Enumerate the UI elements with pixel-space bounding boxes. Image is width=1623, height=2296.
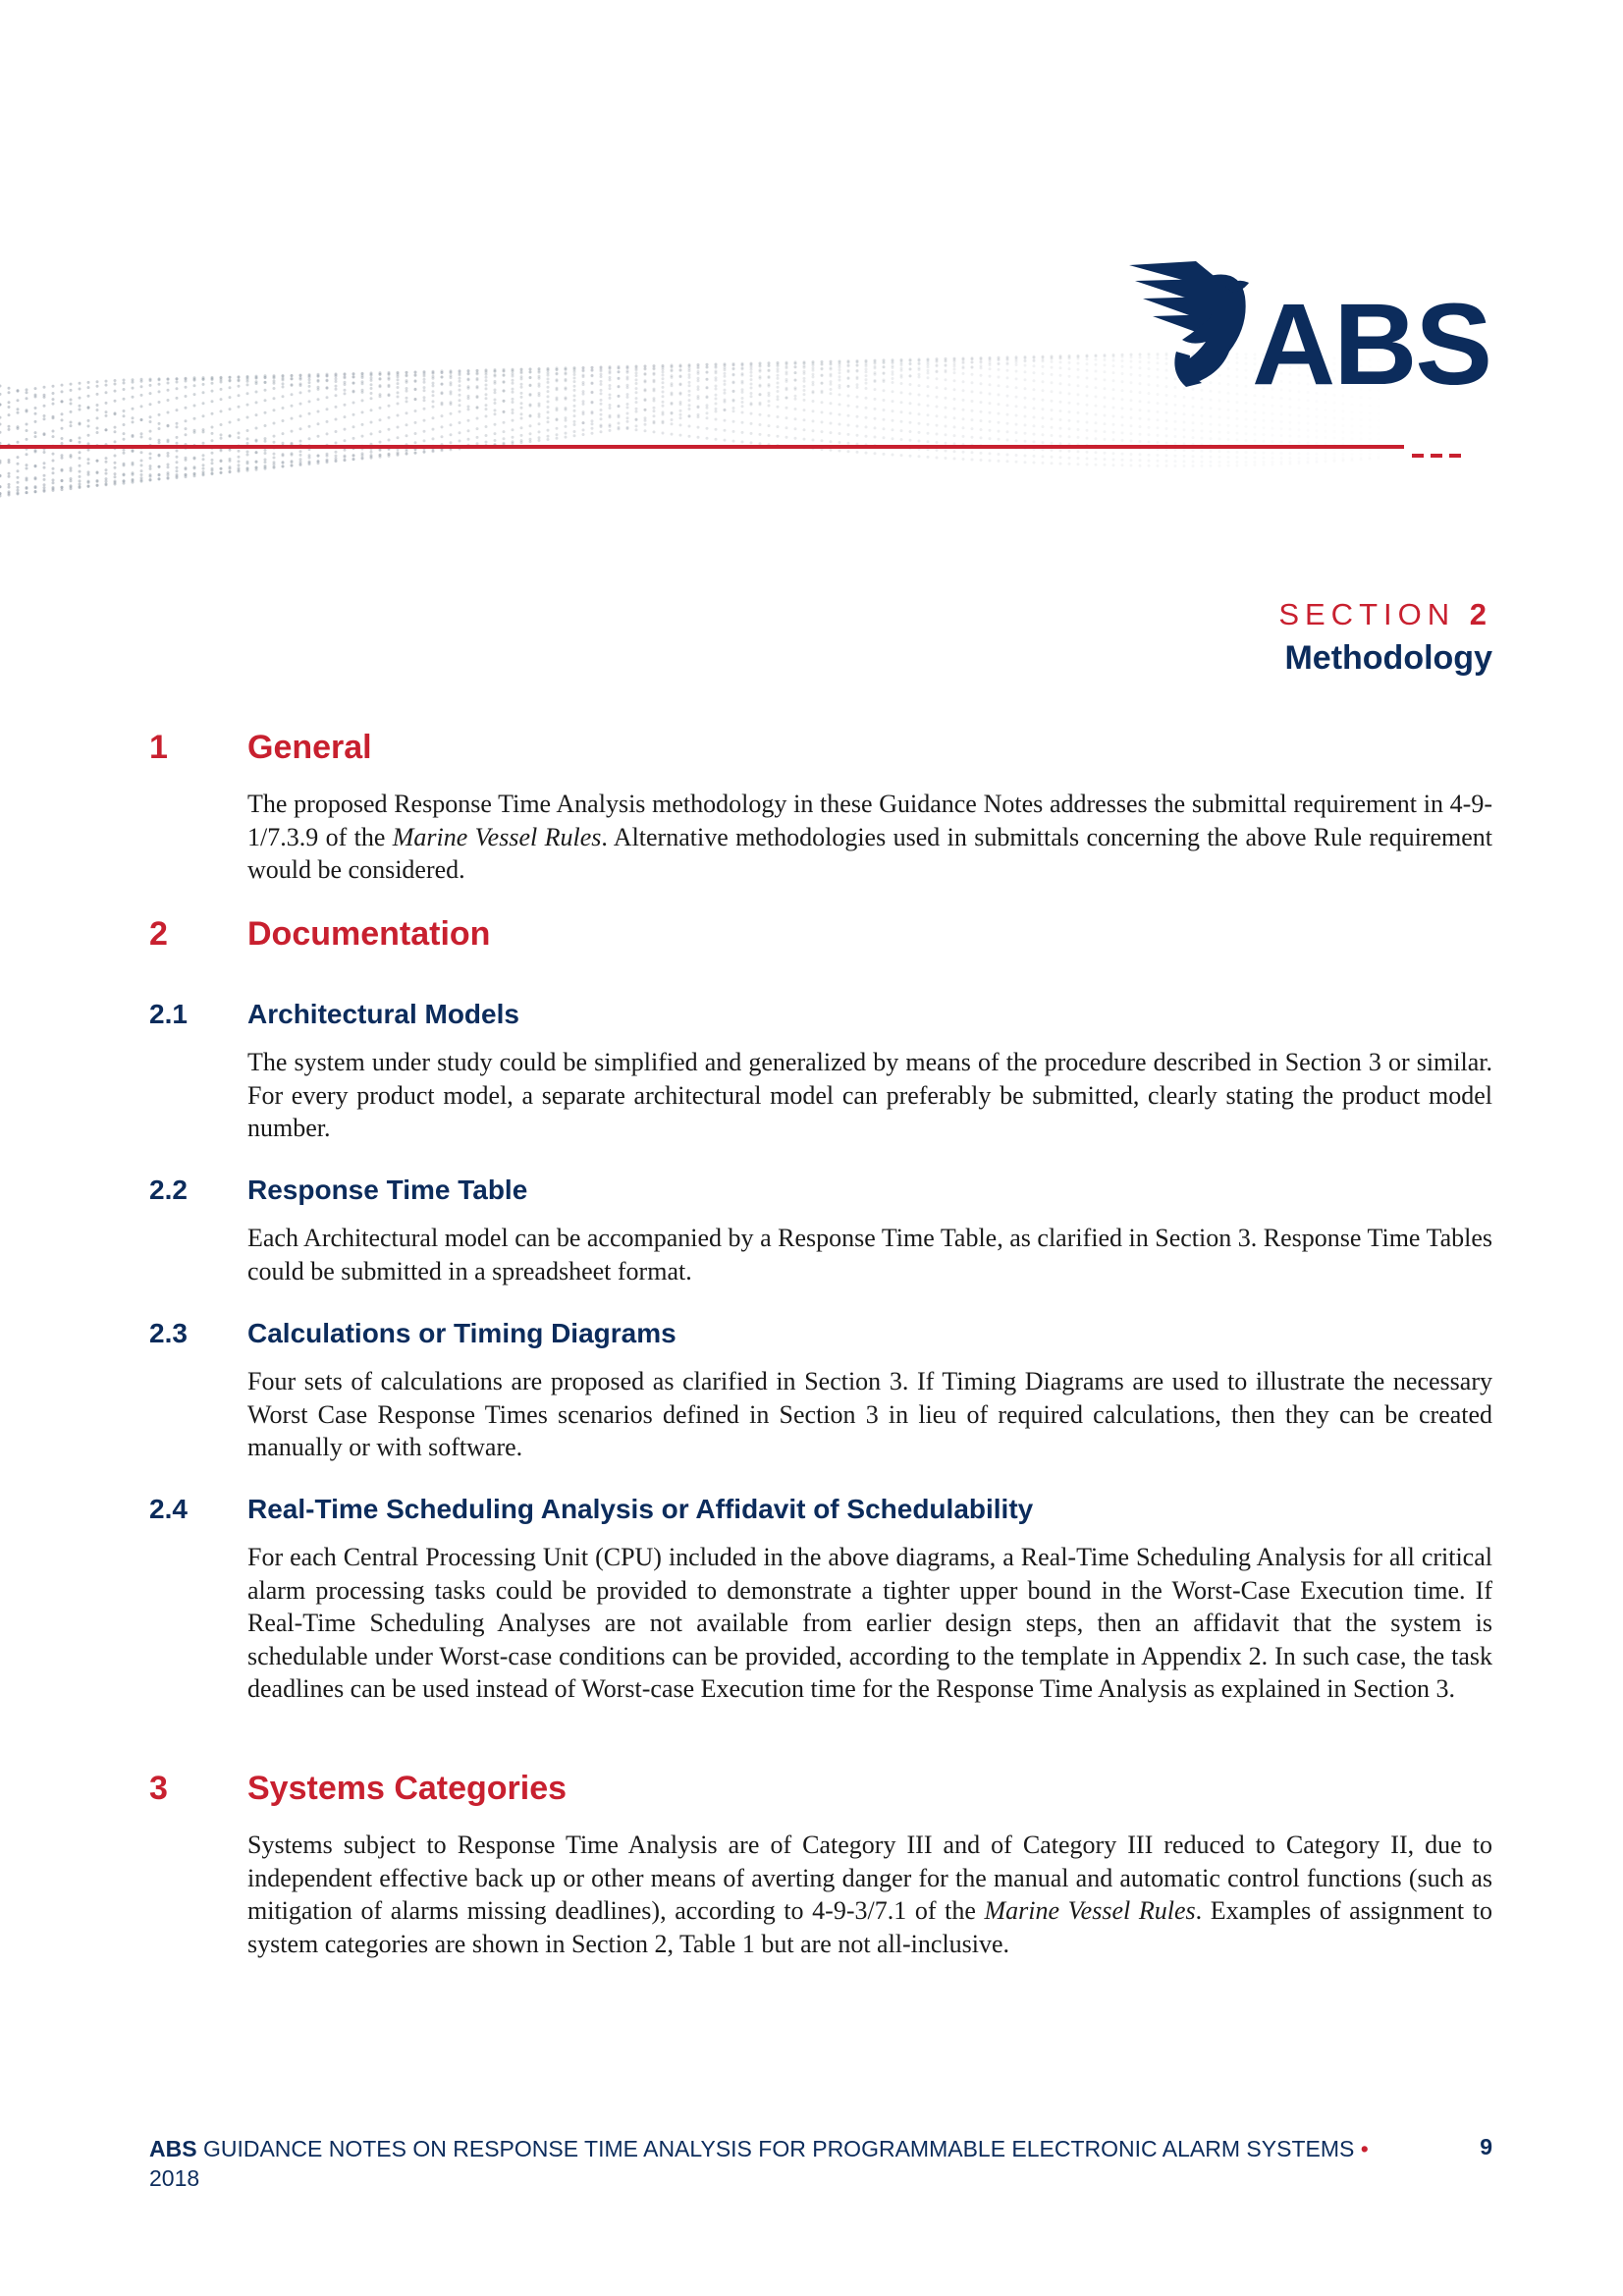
- header-red-dashes: [1412, 445, 1471, 449]
- paragraph-systems-categories: Systems subject to Response Time Analysis are of Category III and of Category III reduced to Category II, due to independent effective back up or other means of averting danger for the manual and automatic control functions (such as mitigation of alarms missing deadlines), according to 4-9-3/7.1 of the Marine Vessel Rules. Examples of assignment to system categories are shown in Section 2, Table 1 but are not all-inclusive.: [247, 1831, 1492, 1958]
- header-red-rule: [0, 445, 1404, 449]
- paragraph-2-4: For each Central Processing Unit (CPU) included in the above diagrams, a Real-Time Scheduling Analysis for all critical alarm processing tasks could be provided to demonstrate a tighter upper bound in the Worst-Case Execution time. If Real-Time Scheduling Analyses are not available from earlier design steps, then an affidavit that the system is schedulable under Worst-case conditions can be provided, according to the template in Appendix 2. In such case, the task deadlines can be used instead of Worst-case Execution time for the Response Time Analysis as explained in Section 3.: [247, 1543, 1492, 1703]
- page-number: 9: [1480, 2134, 1492, 2159]
- section-title: Methodology: [1284, 639, 1492, 677]
- section-label: SECTION 2: [1278, 597, 1492, 631]
- paragraph-2-2: Each Architectural model can be accompanied by a Response Time Table, as clarified in Section 3. Response Time Tables could be submitted in a spreadsheet format.: [247, 1224, 1492, 1285]
- abs-logo-wordmark: ABS: [1252, 280, 1491, 410]
- paragraph-2-3: Four sets of calculations are proposed as clarified in Section 3. If Timing Diagrams are used to illustrate the necessary Worst Case Response Times scenarios defined in Section 3 in lieu of required calculations, then they can be created manually or with software.: [247, 1367, 1492, 1461]
- paragraph-2-1: The system under study could be simplified and generalized by means of the procedure described in Section 3 or similar. For every product model, a separate architectural model can preferably be submitted, clearly stating the product model number.: [247, 1048, 1492, 1142]
- document-page: ABS SECTION 2 Methodology 1 General The proposed Response Time Analysis methodology in these Guidance Notes addresses the submittal requirement in 4-9-1/7.3.9 of the Marine Vessel Rules. Alternative methodologies used in submittals concerning the above Rule requirement would be considered. 2 Documentation 2.1 Architectural Models The system under study could be simplified and generalized by means of the procedure described in Section 3 or similar. For every product model, a separate architectural model can preferably be submitted, clearly stating the product model number. 2.2 Response Time Table Each Architectural model can be accompanied by a Response Time Table, as clarified in Section 3. Response Time Tables could be submitted in a spreadsheet format. 2.3 Calculations or Timing Diagrams Four sets of calculations are proposed as clarified in Section 3. If Timing Diagrams are used to illustrate the necessary Worst Case Response Times scenarios defined in Section 3 in lieu of required calculations, then they can be created manually or with software. 2.4 Real-Time Scheduling Analysis or Affidavit of Schedulability For each Central Processing Unit (CPU) included in the above diagrams, a Real-Time Scheduling Analysis for all critical alarm processing tasks could be provided to demonstrate a tighter upper bound in the Worst-Case Execution time. If Real-Time Scheduling Analyses are not available from earlier design steps, then an affidavit that the system is schedulable under Worst-case conditions can be provided, according to the template in Appendix 2. In such case, the task deadlines can be used instead of Worst-case Execution time for the Response Time Analysis as explained in Section 3. 3 Systems Categories Systems subject to Response Time Analysis are of Category III and of Category III reduced to Category II, due to independent effective back up or other means of averting danger for the manual and automatic control functions (such as mitigation of alarms missing deadlines), according to 4-9-3/7.1 of the Marine Vessel Rules. Examples of assignment to system categories are shown in Section 2, Table 1 but are not all-inclusive. ABS GUIDANCE NOTES ON RESPONSE TIME ANALYSIS FOR PROGRAMMABLE ELECTRONIC ALARM SYSTEMS • 2018 9: [0, 0, 1623, 2296]
- page-footer: ABS GUIDANCE NOTES ON RESPONSE TIME ANALYSIS FOR PROGRAMMABLE ELECTRONIC ALARM SYSTEMS • 2018: [149, 2136, 1369, 2191]
- paragraph-general: The proposed Response Time Analysis methodology in these Guidance Notes addresses the submittal requirement in 4-9-1/7.3.9 of the Marine Vessel Rules. Alternative methodologies used in submittals concerning the above Rule requirement would be considered.: [247, 790, 1492, 884]
